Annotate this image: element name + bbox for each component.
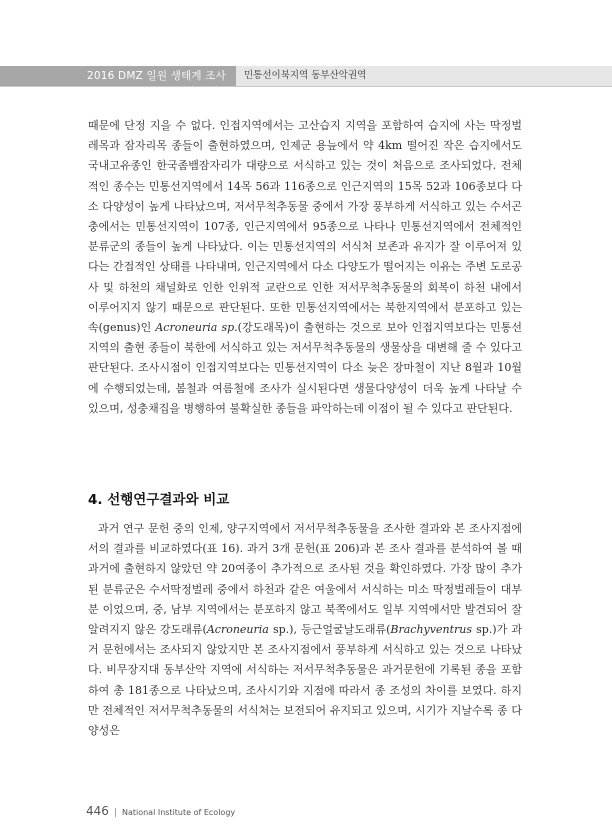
genus-name-italic: Acroneuria sp.: [155, 321, 238, 335]
header-region-title: 민통선이북지역 동부산악권역: [244, 70, 367, 81]
footer-organization: National Institute of Ecology: [121, 808, 236, 817]
genus-acroneuria-italic: Acroneuria: [206, 623, 269, 637]
section-paragraph: [88, 519, 522, 741]
section-text-2: sp.), 등근얼굴날도래류(: [268, 623, 391, 637]
paragraph-text: 때문에 단정 지을 수 없다. 인접지역에서는 고산습지 지역을 포함하여 습지에 사는 딱정벌레목과 잠자리목 종들이 출현하였으며, 인제군 용늪에서 약 4km 떨어진 작은 습지에서도 국내고유종인 한국좀뱀잠자리가 대량으로 서식하고 있는 것이 처음으로 조사되었다. 전체적인 종수는 민통선지역에서 14목 56과 116종으로 인근지역의 15목 52과 106종보다 다소 다양성이 높게 나타났으며, 저서무척추동물 중에서 가장 풍부하게 서식하고 있는 수서곤충에서는 민통선지역이 107종, 인근지역에서 95종으로 나타나 민통선지역에서 전체적인 분류군의 종들이 높게 나타났다. 이는 민통선지역의 서식처 보존과 유지가 잘 이루어져 있다는 간접적인 상태를 나타내며, 인근지역에서 다소 다양도가 떨어지는 이유는 주변 도로공사 및 하천의 채널화로 인한 인위적 교란으로 인한 저서무척추동물의 회복이 하천 내에서 이루어지지 않기 때문으로 판단된다. 또한 민통선지역에서는 북한지역에서 분포하고 있는 속(genus)인: [88, 119, 522, 335]
footer-separator: |: [113, 808, 117, 818]
section-heading: 4. 선행연구결과와 비교: [88, 492, 230, 508]
header-survey-title: 2016 DMZ 일원 생태계 조사: [0, 66, 236, 86]
genus-brachyventrus-italic: Brachyventrus: [390, 623, 472, 637]
page-number: 446: [86, 804, 109, 818]
running-header: [0, 66, 612, 87]
page-footer: [86, 800, 235, 816]
body-paragraph: [88, 116, 522, 419]
section-text-1: 과거 연구 문헌 중의 인제, 양구지역에서 저서무척추동물을 조사한 결과와 본 조사지점에서의 결과를 비교하였다(표 16). 과거 3개 문헌(표 206)과 본 조사 결과를 분석하여 볼 때 과거에 출현하지 않았던 약 20여종이 추가적으로 조사된 것을 확인하였다. 가장 많이 추가된 분류군은 수서딱정벌레 중에서 하천과 같은 여울에서 서식하는 미소 딱정벌레들이 대부분 이었으며, 중, 남부 지역에서는 분포하지 않고 북쪽에서도 일부 지역에서만 발견되어 잘 알려지지 않은 강도래류(: [88, 522, 522, 637]
section-text-3: sp.)가 과거 문헌에서는 조사되지 않았지만 본 조사지점에서 풍부하게 서식하고 있는 것으로 나타났다. 비무장지대 동부산악 지역에 서식하는 저서무척추동물은 과거문헌에 기록된 종을 포함하여 총 181종으로 나타났으며, 조사시기와 지점에 따라서 종 조성의 차이를 보였다. 하지만 전체적인 저서무척추동물의 서식처는 보전되어 유지되고 있으며, 시기가 지날수록 종 다양성은: [88, 623, 522, 738]
paragraph-text-continued: (강도래목)이 출현하는 것으로 보아 인접지역보다는 민통선지역의 출현 종들이 북한에 서식하고 있는 저서무척추동물의 생물상을 대변해 줄 수 있다고 판단된다. 조사시점이 인접지역보다는 민통선지역이 다소 늦은 장마철이 지난 8월과 10월에 수행되었는데, 봄철과 여름철에 조사가 실시된다면 생물다양성이 더욱 높게 나타날 수 있으며, 성충채집을 병행하여 불확실한 종들을 파악하는데 이점이 될 수 있다고 판단된다.: [88, 321, 522, 415]
